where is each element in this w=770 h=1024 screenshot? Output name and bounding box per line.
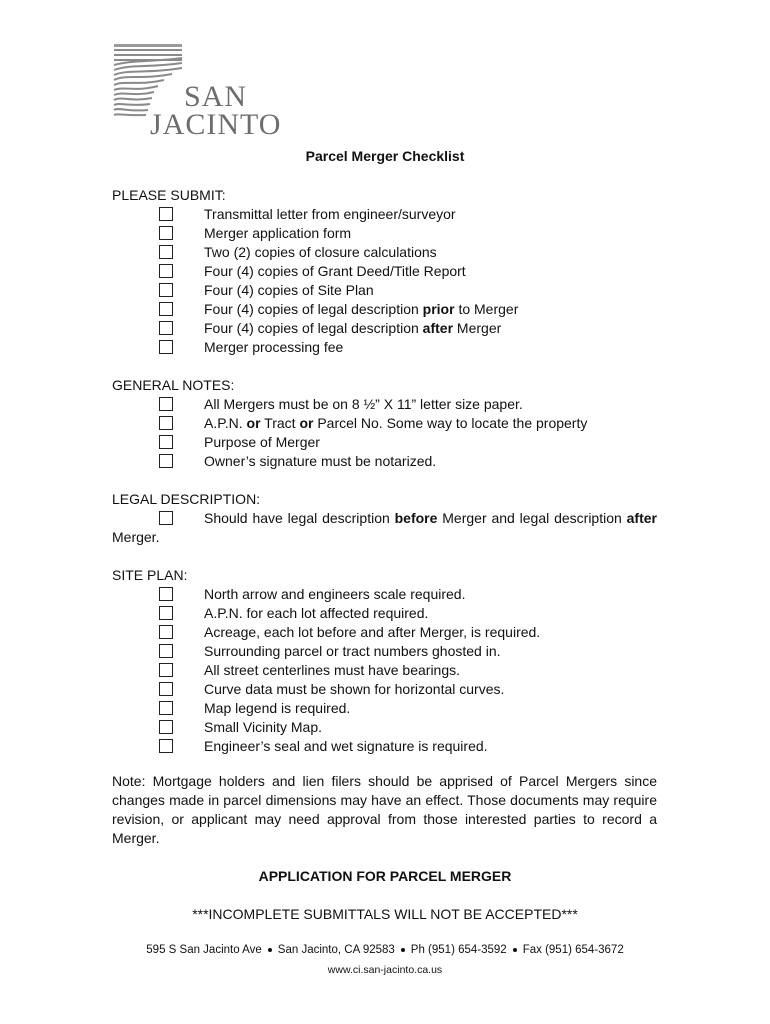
- general-notes-section: [112, 376, 588, 471]
- list-item: [112, 319, 502, 338]
- application-title: APPLICATION FOR PARCEL MERGER: [258, 868, 512, 884]
- checkbox[interactable]: [159, 302, 173, 316]
- list-item: [112, 433, 320, 452]
- item-text: Four (4) copies of legal description prior to Merger: [204, 301, 519, 317]
- checkbox[interactable]: [159, 245, 173, 259]
- list-item: [112, 243, 437, 262]
- please-submit-section: [112, 186, 519, 357]
- item-text: Curve data must be shown for horizontal curves.: [204, 681, 505, 697]
- item-text: North arrow and engineers scale required.: [204, 586, 466, 602]
- section-heading: PLEASE SUBMIT:: [112, 187, 226, 203]
- list-item: [112, 205, 456, 224]
- note-paragraph: Note: Mortgage holders and lien filers should be apprised of Parcel Mergers since changes made in parcel dimensions may have an effect. Those documents may require revision, or applicant may need approval from those interested parties to record a Merger.: [112, 773, 657, 846]
- checkbox[interactable]: [159, 454, 173, 468]
- list-item: [112, 680, 505, 699]
- list-item: [112, 338, 344, 357]
- footer-city: San Jacinto, CA 92583: [277, 944, 395, 956]
- site-plan-section: [112, 566, 541, 756]
- checkbox[interactable]: [159, 587, 173, 601]
- bullet-icon: [401, 948, 405, 952]
- bullet-icon: [513, 948, 517, 952]
- checkbox[interactable]: [159, 283, 173, 297]
- item-text: All street centerlines must have bearings.: [204, 662, 461, 678]
- checkbox[interactable]: [159, 739, 173, 753]
- item-text: Four (4) copies of Site Plan: [204, 282, 374, 298]
- checkbox[interactable]: [159, 397, 173, 411]
- logo-word-jacinto: JACINTO: [150, 108, 282, 141]
- list-item: [112, 718, 323, 737]
- list-item: [112, 737, 488, 756]
- checkbox[interactable]: [159, 625, 173, 639]
- item-text: Two (2) copies of closure calculations: [204, 244, 437, 260]
- list-item: [112, 300, 519, 319]
- item-text: Map legend is required.: [204, 700, 351, 716]
- item-text: Owner’s signature must be notarized.: [204, 453, 437, 469]
- checkbox[interactable]: [159, 606, 173, 620]
- list-item: [112, 585, 466, 604]
- list-item: [112, 395, 523, 414]
- checkbox[interactable]: [159, 340, 173, 354]
- list-item: [112, 224, 352, 243]
- item-text: A.P.N. for each lot affected required.: [204, 605, 429, 621]
- checkbox[interactable]: [159, 663, 173, 677]
- legal-description-section: [112, 490, 657, 547]
- list-item: [112, 414, 588, 433]
- list-item: [112, 452, 437, 471]
- item-text-continued: Merger.: [112, 529, 160, 545]
- section-heading: SITE PLAN:: [112, 567, 188, 583]
- checkbox[interactable]: [159, 207, 173, 221]
- list-item: [112, 623, 541, 642]
- bullet-icon: [268, 948, 272, 952]
- item-text: Four (4) copies of legal description after Merger: [204, 320, 502, 336]
- footer-phone: Ph (951) 654-3592: [410, 944, 507, 956]
- item-text: Four (4) copies of Grant Deed/Title Report: [204, 263, 466, 279]
- checkbox[interactable]: [159, 264, 173, 278]
- list-item: [112, 262, 466, 281]
- footer-address: 595 S San Jacinto Ave: [146, 944, 262, 956]
- checkbox[interactable]: [159, 321, 173, 335]
- section-heading: GENERAL NOTES:: [112, 377, 235, 393]
- item-text: Should have legal description before Merger and legal description after: [204, 510, 657, 526]
- checkbox[interactable]: [159, 435, 173, 449]
- checkbox[interactable]: [159, 701, 173, 715]
- item-text: Purpose of Merger: [204, 434, 320, 450]
- item-text: Engineer’s seal and wet signature is required.: [204, 738, 488, 754]
- item-text: A.P.N. or Tract or Parcel No. Some way to locate the property: [204, 415, 588, 431]
- footer-fax: Fax (951) 654-3672: [522, 944, 624, 956]
- checkbox[interactable]: [159, 511, 173, 525]
- page-title: Parcel Merger Checklist: [305, 148, 465, 164]
- section-heading: LEGAL DESCRIPTION:: [112, 491, 261, 507]
- list-item: [112, 281, 374, 300]
- incomplete-notice: ***INCOMPLETE SUBMITTALS WILL NOT BE ACCEPTED***: [192, 906, 578, 922]
- checkbox[interactable]: [159, 644, 173, 658]
- item-text: Surrounding parcel or tract numbers ghosted in.: [204, 643, 501, 659]
- list-item: [112, 604, 429, 623]
- item-text: Small Vicinity Map.: [204, 719, 323, 735]
- list-item: [112, 509, 657, 547]
- item-text: Acreage, each lot before and after Merger, is required.: [204, 624, 541, 640]
- checkbox[interactable]: [159, 682, 173, 696]
- logo-word-san: SAN: [184, 80, 248, 113]
- footer-contact: [0, 944, 770, 956]
- checkbox[interactable]: [159, 226, 173, 240]
- list-item: [112, 661, 461, 680]
- list-item: [112, 642, 501, 661]
- item-text: Merger application form: [204, 225, 352, 241]
- list-item: [112, 699, 351, 718]
- checkbox[interactable]: [159, 720, 173, 734]
- item-text: All Mergers must be on 8 ½” X 11” letter size paper.: [204, 396, 523, 412]
- footer-website[interactable]: www.ci.san-jacinto.ca.us: [327, 964, 443, 976]
- item-text: Merger processing fee: [204, 339, 344, 355]
- checkbox[interactable]: [159, 416, 173, 430]
- city-logo: [112, 44, 282, 152]
- item-text: Transmittal letter from engineer/surveyor: [204, 206, 456, 222]
